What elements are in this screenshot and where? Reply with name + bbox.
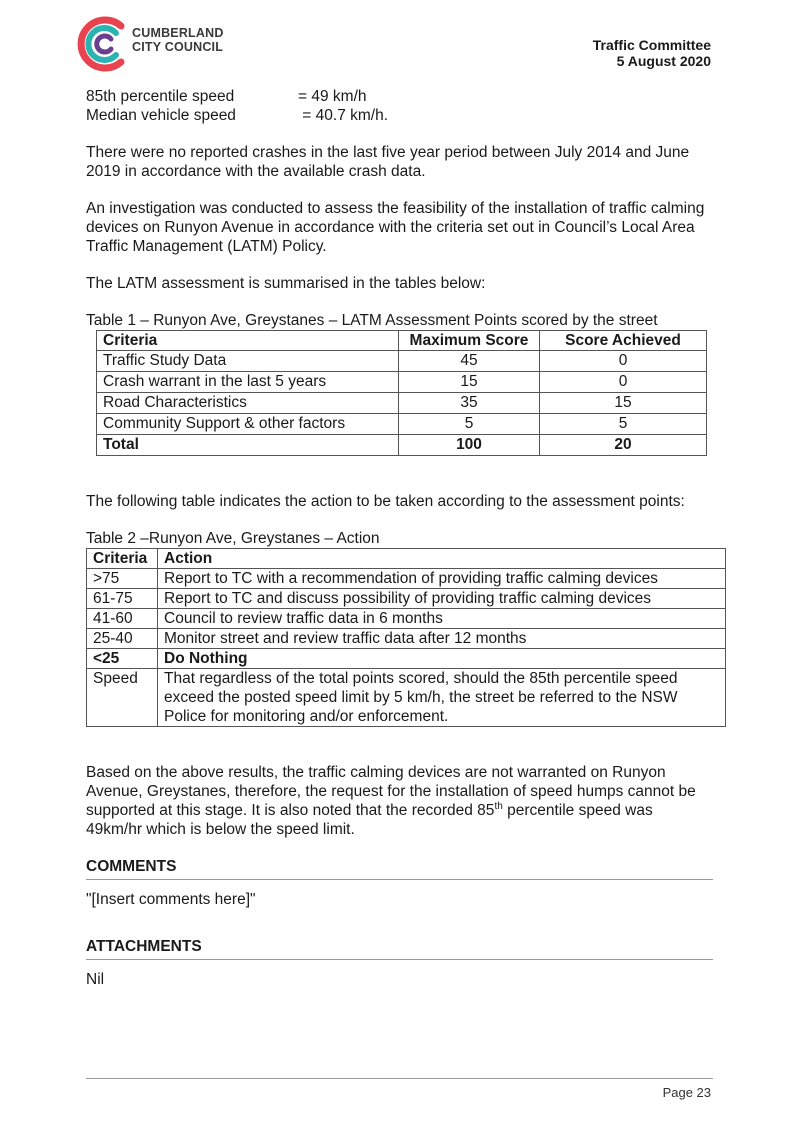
attachments-text: Nil [86, 971, 105, 988]
logo-wordmark [132, 26, 224, 54]
latm-assessment-table [96, 330, 707, 456]
cell-total-max: 100 [399, 435, 540, 456]
footer-divider [86, 1078, 713, 1079]
header-action: Action [158, 549, 726, 569]
paragraph-conclusion [86, 763, 711, 839]
table-row [97, 351, 707, 372]
header-criteria: Criteria [87, 549, 158, 569]
attachments-heading: ATTACHMENTS [86, 937, 713, 960]
cell-action: Report to TC and discuss possibility of providing traffic calming devices [158, 589, 726, 609]
speed-value: = 40.7 km/h. [298, 107, 389, 124]
comments-heading: COMMENTS [86, 857, 713, 880]
meeting-date: 5 August 2020 [616, 53, 711, 69]
cell-criteria: Speed [87, 669, 158, 727]
table-row [87, 589, 726, 609]
speed-row [86, 87, 711, 106]
comments-text: "[Insert comments here]" [86, 891, 256, 908]
page-number: Page 23 [662, 1085, 711, 1100]
action-table [86, 548, 726, 727]
speed-label: Median vehicle speed [86, 107, 236, 124]
table-row [97, 414, 707, 435]
table-row [87, 569, 726, 589]
cell-criteria: Traffic Study Data [97, 351, 399, 372]
table2-caption: Table 2 –Runyon Ave, Greystanes – Action [86, 530, 380, 547]
header-criteria: Criteria [97, 331, 399, 351]
cell-max-score: 45 [399, 351, 540, 372]
cell-criteria: 61-75 [87, 589, 158, 609]
cell-criteria: 25-40 [87, 629, 158, 649]
table-row [87, 649, 726, 669]
logo-line-2: CITY COUNCIL [132, 40, 224, 54]
cell-criteria: Crash warrant in the last 5 years [97, 372, 399, 393]
cell-score: 15 [540, 393, 707, 414]
committee-name: Traffic Committee [592, 37, 711, 53]
table-row [87, 629, 726, 649]
table1-caption: Table 1 – Runyon Ave, Greystanes – LATM Assessment Points scored by the street [86, 312, 658, 329]
cell-score: 0 [540, 351, 707, 372]
cell-total-achieved: 20 [540, 435, 707, 456]
logo-line-1: CUMBERLAND [132, 26, 224, 40]
conclusion-text-a: Based on the above results, the traffic calming devices are not warranted on Runyon Avenue, Greystanes, therefore, the request for the installation of speed humps cannot be supported at this stage. It is also noted that the recorded 85 [86, 764, 696, 819]
cell-max-score: 5 [399, 414, 540, 435]
cell-criteria: <25 [87, 649, 158, 669]
cell-score: 5 [540, 414, 707, 435]
council-logo-mark [76, 14, 136, 74]
cell-criteria: 41-60 [87, 609, 158, 629]
cell-criteria: Community Support & other factors [97, 414, 399, 435]
cell-score: 0 [540, 372, 707, 393]
table-header-row [87, 549, 726, 569]
table-row [87, 669, 726, 727]
cell-criteria: >75 [87, 569, 158, 589]
document-header [593, 37, 711, 69]
cell-action: That regardless of the total points scored, should the 85th percentile speed exceed the posted speed limit by 5 km/h, the street be referred to the NSW Police for monitoring and/or enforcement. [158, 669, 726, 727]
table-row [97, 393, 707, 414]
paragraph-investigation: An investigation was conducted to assess the feasibility of the installation of traffic calming devices on Runyon Avenue in accordance with the criteria set out in Council’s Local Area Traffic Management (LATM) Policy. [86, 200, 705, 255]
cell-max-score: 35 [399, 393, 540, 414]
conclusion-superscript: th [494, 800, 503, 812]
speed-value: = 49 km/h [298, 88, 367, 105]
table-row [97, 372, 707, 393]
paragraph-latm-summary: The LATM assessment is summarised in the tables below: [86, 275, 486, 292]
speed-row [86, 106, 711, 125]
cell-max-score: 15 [399, 372, 540, 393]
table-row [87, 609, 726, 629]
header-score-achieved: Score Achieved [540, 331, 707, 351]
cell-action: Do Nothing [158, 649, 726, 669]
cell-action: Report to TC with a recommendation of providing traffic calming devices [158, 569, 726, 589]
table-header-row [97, 331, 707, 351]
paragraph-action-intro: The following table indicates the action to be taken according to the assessment points: [86, 493, 685, 510]
cell-action: Council to review traffic data in 6 months [158, 609, 726, 629]
header-max-score: Maximum Score [399, 331, 540, 351]
cell-total-label: Total [97, 435, 399, 456]
conclusion-text-b: percentile speed was 49km/hr which is below the speed limit. [86, 802, 653, 838]
table-total-row [97, 435, 707, 456]
speed-label: 85th percentile speed [86, 88, 235, 105]
paragraph-crashes: There were no reported crashes in the last five year period between July 2014 and June 2019 in accordance with the available crash data. [86, 144, 690, 180]
cell-action: Monitor street and review traffic data after 12 months [158, 629, 726, 649]
document-body [86, 87, 711, 989]
cell-criteria: Road Characteristics [97, 393, 399, 414]
